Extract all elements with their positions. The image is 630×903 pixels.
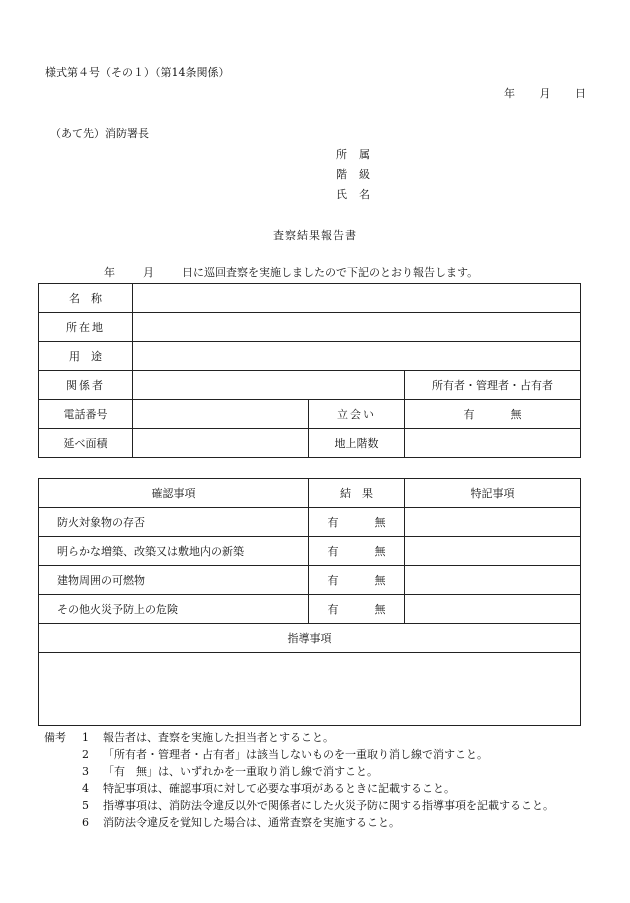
floors-label: 地上階数 xyxy=(309,429,405,458)
property-table xyxy=(38,283,581,458)
check-result[interactable]: 有 無 xyxy=(309,537,405,566)
header-item: 確認事項 xyxy=(39,479,309,508)
reporter-name: 氏 名 xyxy=(336,188,370,201)
check-remarks-field[interactable] xyxy=(405,537,581,566)
related-party-options[interactable]: 所有者・管理者・占有者 xyxy=(405,371,581,400)
table-row xyxy=(39,313,581,342)
report-date xyxy=(483,87,586,101)
check-result[interactable]: 有 無 xyxy=(309,566,405,595)
attendance-yes[interactable]: 有 xyxy=(463,408,475,421)
date-year-label: 年 xyxy=(504,87,515,100)
attendance-options[interactable] xyxy=(405,400,581,429)
addressee: （あて先）消防署長 xyxy=(50,127,149,140)
address-label: 所在地 xyxy=(39,313,133,342)
name-label: 名 称 xyxy=(39,284,133,313)
table-row xyxy=(39,371,581,400)
table-row xyxy=(39,429,581,458)
intro-sentence: 年 月 日に巡回査察を実施しましたので下記のとおり報告します。 xyxy=(104,266,479,279)
floor-area-label: 延べ面積 xyxy=(39,429,133,458)
guidance-label: 指導事項 xyxy=(39,624,581,653)
check-result[interactable]: 有 無 xyxy=(309,595,405,624)
check-remarks-field[interactable] xyxy=(405,508,581,537)
attendance-label: 立会い xyxy=(309,400,405,429)
check-item: 明らかな増築、改築又は敷地内の新築 xyxy=(39,537,309,566)
use-label: 用 途 xyxy=(39,342,133,371)
use-field[interactable] xyxy=(133,342,581,371)
check-item: 防火対象物の存否 xyxy=(39,508,309,537)
table-header-row xyxy=(39,479,581,508)
table-row xyxy=(39,653,581,726)
check-item: 建物周囲の可燃物 xyxy=(39,566,309,595)
check-result[interactable]: 有 無 xyxy=(309,508,405,537)
floors-field[interactable] xyxy=(405,429,581,458)
form-number: 様式第４号（その１）（第14条関係） xyxy=(45,66,230,79)
table-row xyxy=(39,537,581,566)
table-row xyxy=(39,566,581,595)
attendance-no[interactable]: 無 xyxy=(510,408,522,421)
table-row xyxy=(39,624,581,653)
check-remarks-field[interactable] xyxy=(405,595,581,624)
table-row xyxy=(39,342,581,371)
address-field[interactable] xyxy=(133,313,581,342)
floor-area-field[interactable] xyxy=(133,429,309,458)
table-row xyxy=(39,595,581,624)
reporter-rank: 階 級 xyxy=(336,168,370,181)
reporter-affiliation: 所 属 xyxy=(336,148,370,161)
date-month-label: 月 xyxy=(539,87,551,100)
phone-field[interactable] xyxy=(133,400,309,429)
page-title: 査察結果報告書 xyxy=(273,229,357,242)
notes-label: 備考 xyxy=(44,731,66,744)
phone-label: 電話番号 xyxy=(39,400,133,429)
table-row xyxy=(39,400,581,429)
related-party-label: 関係者 xyxy=(39,371,133,400)
related-party-field[interactable] xyxy=(133,371,405,400)
table-row xyxy=(39,284,581,313)
name-field[interactable] xyxy=(133,284,581,313)
date-day-label: 日 xyxy=(575,87,586,100)
check-item: その他火災予防上の危険 xyxy=(39,595,309,624)
check-remarks-field[interactable] xyxy=(405,566,581,595)
header-remarks: 特記事項 xyxy=(405,479,581,508)
guidance-field[interactable] xyxy=(39,653,581,726)
table-row xyxy=(39,508,581,537)
header-result: 結 果 xyxy=(309,479,405,508)
inspection-table xyxy=(38,478,581,726)
